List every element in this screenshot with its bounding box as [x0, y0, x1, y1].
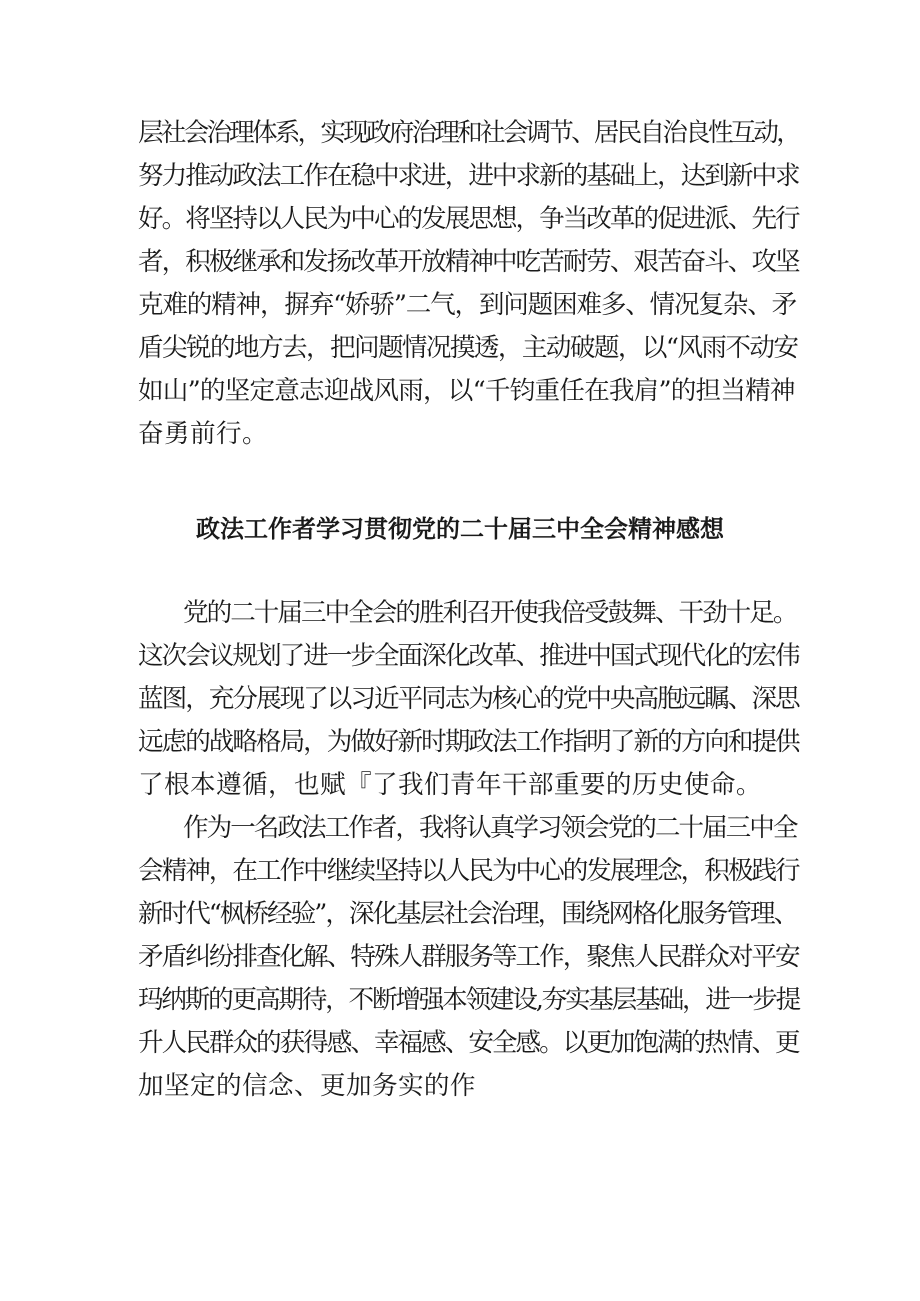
paragraph-line: 这次会议规划了进一步全面深化改革、推进中国式现代化的宏伟 — [138, 641, 799, 671]
document-title: 政法工作者学习贯彻党的二十届三中全会精神感想 — [196, 515, 724, 543]
paragraph-line: 升人民群众的获得感、幸福感、安全感。以更加饱满的热情、更 — [138, 1028, 799, 1058]
paragraph-line: 好。将坚持以人民为中心的发展思想，争当改革的促进派、先行 — [138, 204, 799, 234]
paragraph-line: 党的二十届三中全会的胜利召开使我倍受鼓舞、干劲十足。 — [183, 598, 797, 628]
paragraph-line: 者，积极继承和发扬改革开放精神中吃苦耐劳、艰苦奋斗、攻坚 — [138, 247, 799, 277]
paragraph-line: 矛盾纠纷排查化解、特殊人群服务等工作，聚焦人民群众对平安 — [138, 942, 799, 972]
paragraph-line: 盾尖锐的地方去，把问题情况摸透，主动破题，以“风雨不动安 — [138, 333, 798, 363]
paragraph-line: 蓝图，充分展现了以习近平同志为核心的党中央高胞远瞩、深思 — [138, 684, 799, 714]
paragraph-line: 如山”的坚定意志迎战风雨，以“千钧重任在我肩”的担当精神 — [138, 376, 795, 406]
paragraph-line: 玛纳斯的更高期待，不断增强本领建设,夯实基层基础，进一步提 — [138, 985, 799, 1015]
paragraph-line: 克难的精神，摒弃“娇骄”二气，到问题困难多、情况复杂、矛 — [138, 290, 797, 320]
paragraph-line: 努力推动政法工作在稳中求进，进中求新的基础上，达到新中求 — [138, 161, 799, 191]
paragraph-line: 加坚定的信念、更加务实的作 — [138, 1071, 476, 1101]
paragraph-line: 远虑的战略格局，为做好新时期政法工作指明了新的方向和提供 — [138, 727, 799, 757]
paragraph-line: 会精神，在工作中继续坚持以人民为中心的发展理念，积极践行 — [138, 856, 799, 886]
paragraph-line: 层社会治理体系，实现政府治理和社会调节、居民自治良性互动， — [138, 118, 800, 148]
paragraph-line: 了根本遵循，也赋『了我们青年干部重要的历史使命。 — [138, 770, 762, 800]
paragraph-line: 作为一名政法工作者，我将认真学习领会党的二十届三中全 — [183, 813, 797, 843]
paragraph-line: 新时代“枫桥经验”，深化基层社会治理，围绕网格化服务管理、 — [138, 899, 798, 929]
paragraph-line: 奋勇前行。 — [138, 419, 268, 449]
